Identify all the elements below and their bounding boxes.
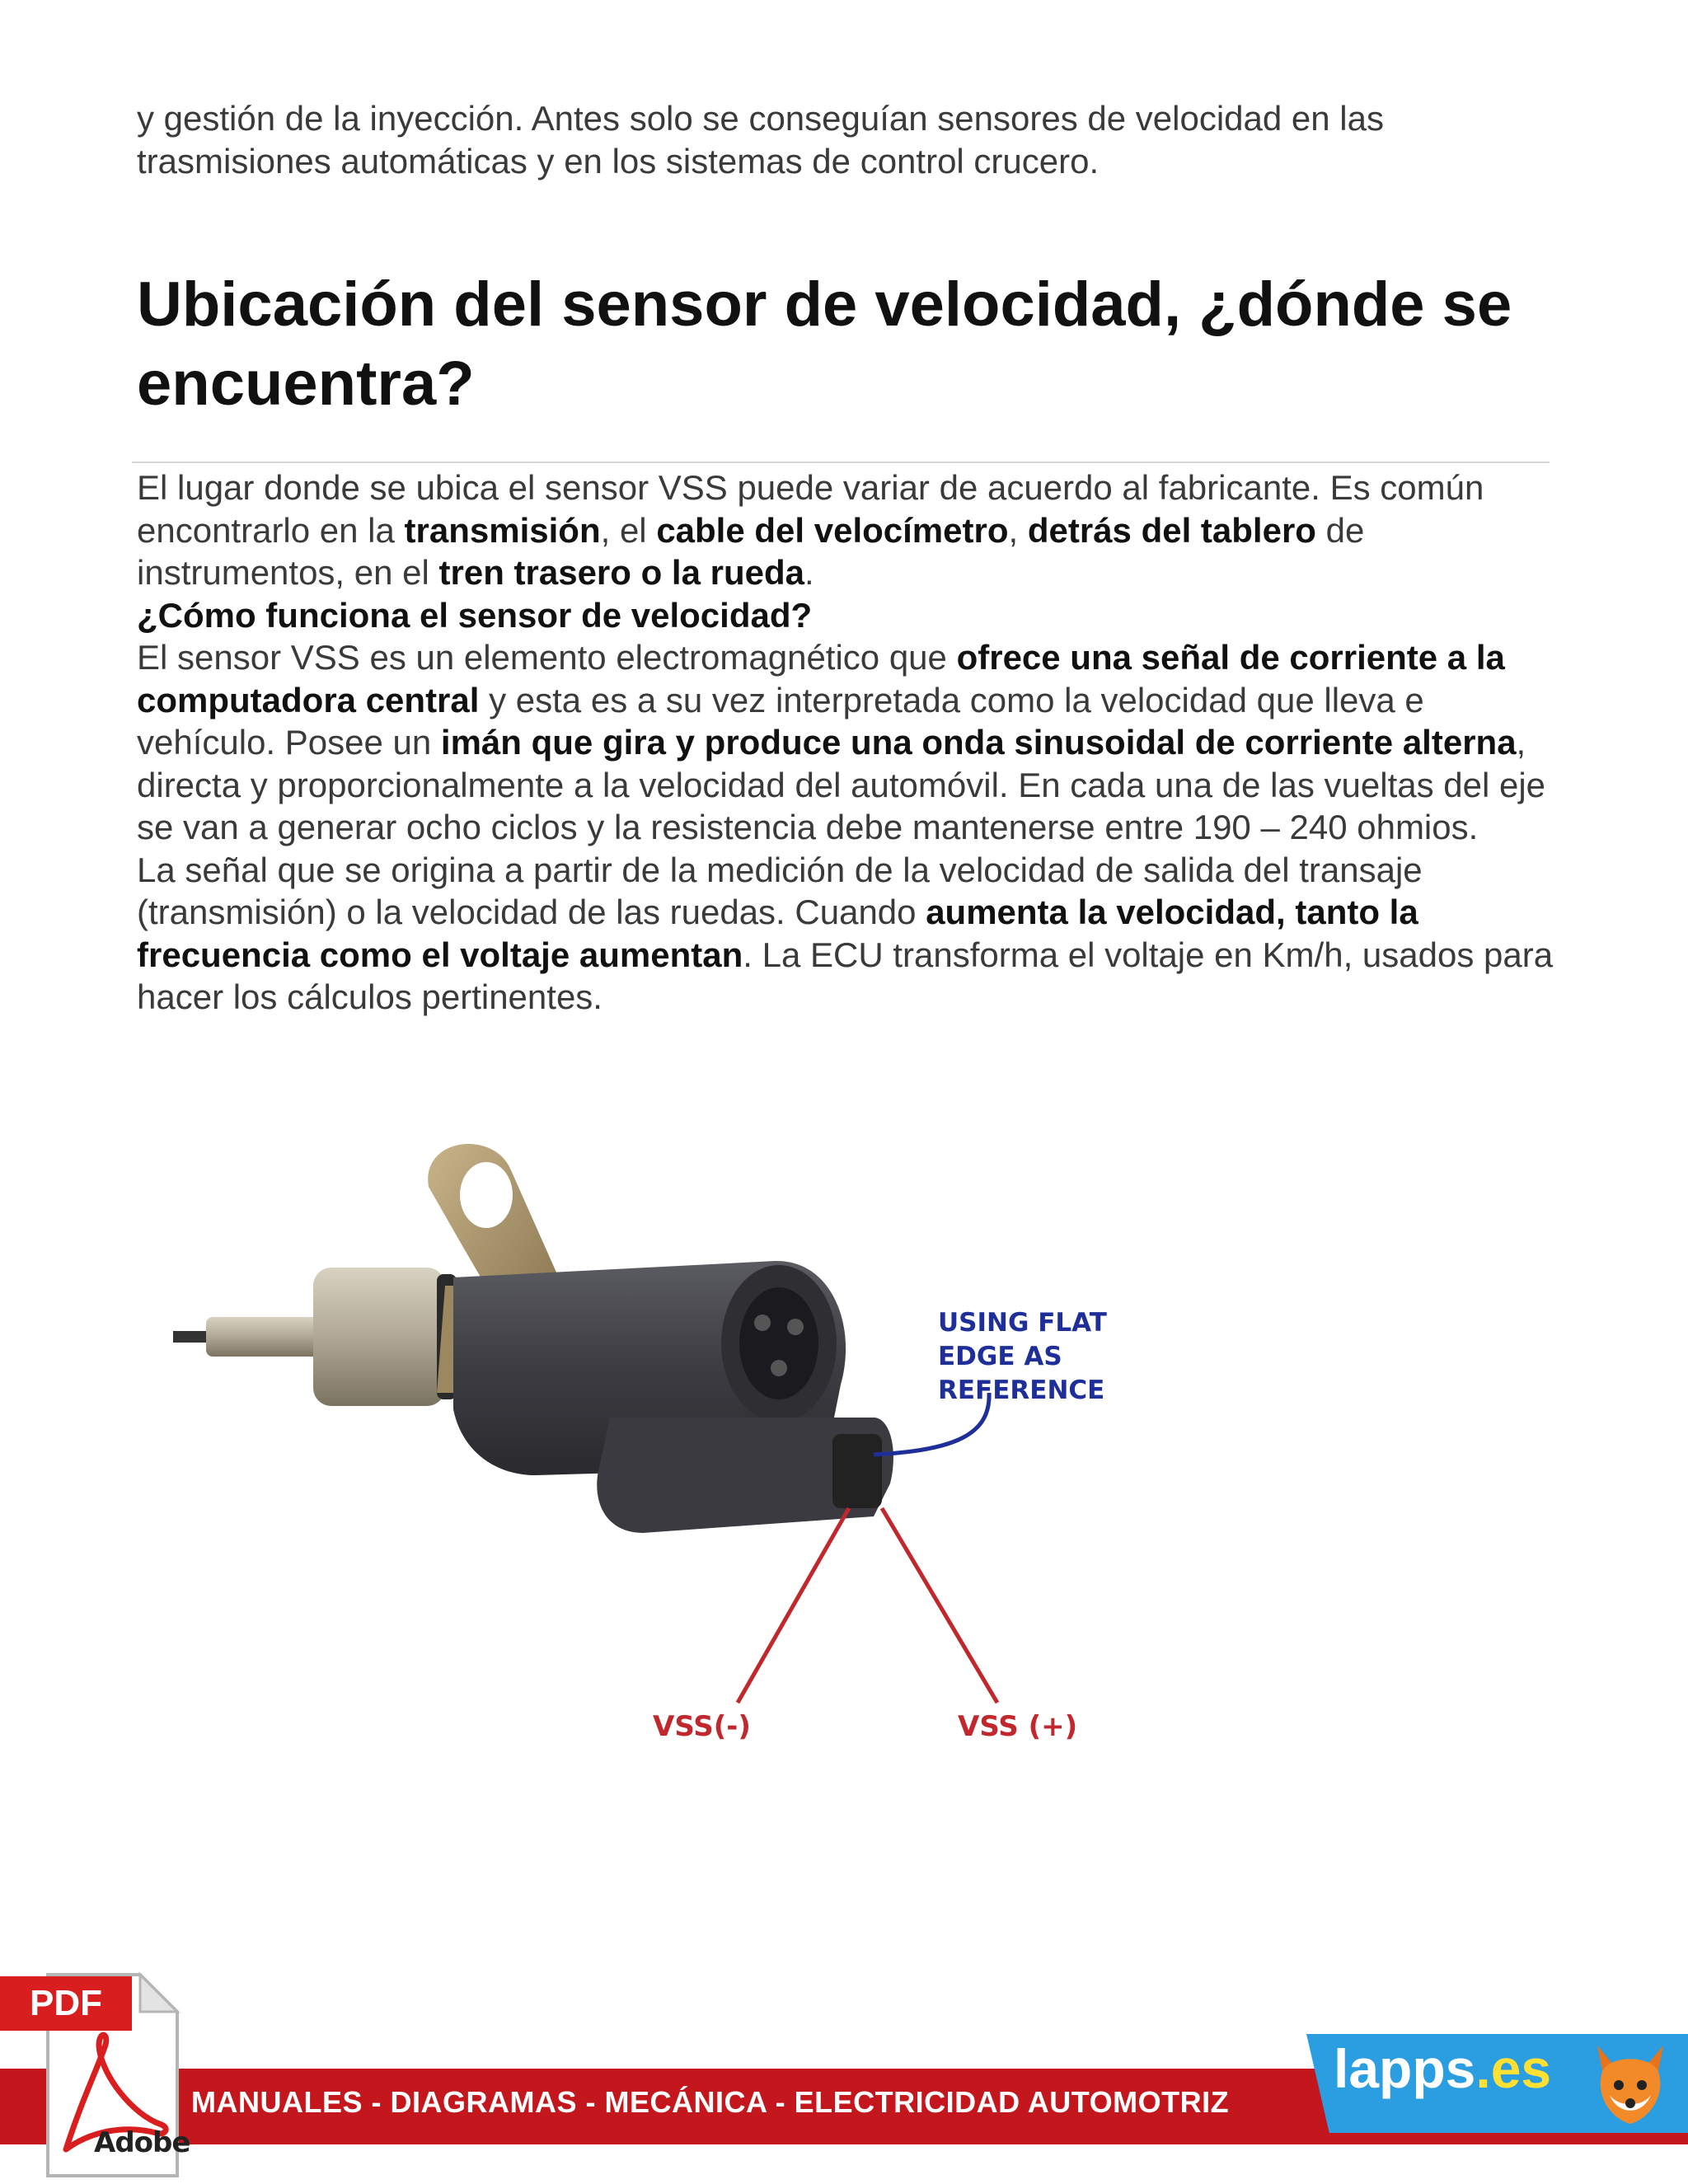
p1-text: . — [804, 553, 814, 592]
vss-neg-pointer — [738, 1508, 849, 1703]
p3-text: . La ECU transforma el voltaje en Km/h, usados para hacer los cálculos pertinentes. — [137, 935, 1554, 1016]
p1-text: de instrumentos, en el — [137, 510, 1365, 592]
body-text — [137, 466, 1554, 1019]
ref-label-line1: USING FLAT — [938, 1308, 1107, 1338]
vss-pos-label: VSS (+) — [958, 1710, 1078, 1743]
connector-pin — [771, 1360, 787, 1376]
adobe-wordmark: Adobe — [94, 2126, 190, 2159]
p2-bold-senal: ofrece una señal de corriente a la computadora central — [137, 638, 1505, 719]
vss-pos-pointer — [882, 1508, 997, 1703]
brand-name: lapps — [1334, 2038, 1476, 2099]
connector-pin — [754, 1315, 771, 1331]
p2-text: y esta es a su vez interpretada como la velocidad que lleva e vehículo. Posee un — [137, 680, 1424, 762]
p2-text: El sensor VSS es un elemento electromagnético que — [137, 638, 957, 677]
vss-sensor-illustration — [148, 1121, 1121, 1780]
footer-banner-text: MANUALES - DIAGRAMAS - MECÁNICA - ELECTRICIDAD AUTOMOTRIZ — [191, 2085, 1230, 2119]
p2-text: , directa y proporcionalmente a la velocidad del automóvil. En cada una de las vueltas del eje se van a generar ocho ciclos y la resistencia debe mantenerse entre 190 – 240 ohmios. — [137, 723, 1546, 846]
vss-neg-label: VSS(-) — [653, 1710, 751, 1743]
p1-bold-tren: tren trasero o la rueda — [438, 553, 804, 592]
p1-text: , el — [600, 510, 657, 550]
bracket-hole — [460, 1162, 513, 1228]
p1-bold-tablero: detrás del tablero — [1027, 510, 1316, 550]
p1-bold-transmision: transmisión — [404, 510, 601, 550]
p2-bold-iman: imán que gira y produce una onda sinusoidal de corriente alterna — [440, 723, 1517, 762]
connector-pin — [787, 1319, 804, 1335]
p1-bold-cable: cable del velocímetro — [656, 510, 1009, 550]
fox-mascot-icon — [1589, 2037, 1672, 2128]
connector-socket — [739, 1287, 818, 1399]
brand-tld: .es — [1475, 2038, 1552, 2099]
p1-text: , — [1008, 510, 1028, 550]
pdf-tag: PDF — [0, 1976, 132, 2031]
metal-collar — [313, 1268, 445, 1406]
heading-divider — [132, 462, 1550, 463]
p1-text: El lugar donde se ubica el sensor VSS puede variar de acuerdo al fabricante. Es común encontrarlo en la — [137, 468, 1484, 550]
intro-paragraph: y gestión de la inyección. Antes solo se conseguían sensores de velocidad en las trasmisiones automáticas y en los sistemas de control crucero. — [137, 99, 1384, 180]
vss-sensor-figure — [148, 1121, 1121, 1780]
ref-label-line3: REFERENCE — [938, 1376, 1105, 1405]
ref-label-line2: EDGE AS — [938, 1342, 1062, 1371]
p3-bold-frecuencia: aumenta la velocidad, tanto la frecuencia como el voltaje aumentan — [137, 893, 1418, 974]
subheading: ¿Cómo funciona el sensor de velocidad? — [137, 595, 813, 635]
plug-end — [832, 1434, 882, 1508]
probe-shaft — [206, 1317, 330, 1357]
section-heading: Ubicación del sensor de velocidad, ¿dónde se encuentra? — [137, 269, 1512, 419]
p3-text: La señal que se origina a partir de la medición de la velocidad de salida del transaje (transmisión) o la velocidad de las ruedas. Cuando — [137, 850, 1423, 931]
brand-logo[interactable] — [1334, 2037, 1551, 2100]
